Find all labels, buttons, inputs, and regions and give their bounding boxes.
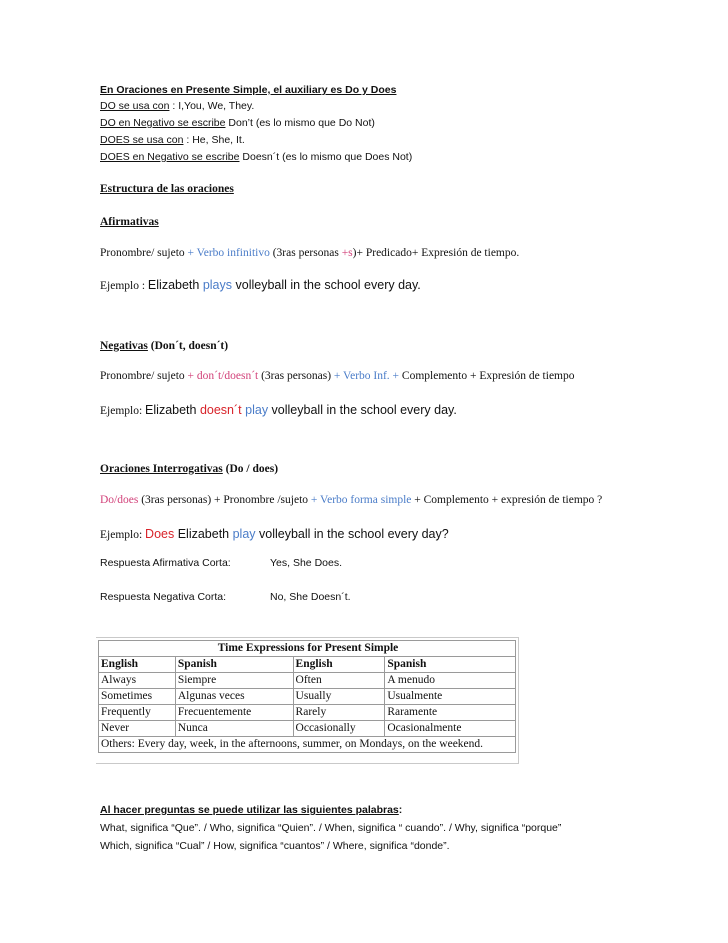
interrogative-heading: Oraciones Interrogativas (100, 463, 223, 475)
do-negative-line (100, 117, 375, 129)
does-usage-text: : He, She, It. (183, 134, 245, 146)
do-usage-text: : I,You, We, They. (169, 100, 255, 112)
table-cell: Siempre (175, 673, 293, 689)
formula-verb: + Verbo Inf. + (333, 370, 400, 382)
question-words-heading-line (100, 804, 402, 816)
negative-heading: Negativas (100, 340, 148, 352)
table-others: Others: Every day, week, in the afternoons, summer, on Mondays, on the weekend. (99, 737, 516, 753)
example-does: Does (145, 527, 175, 541)
affirmative-formula (100, 247, 519, 259)
structure-heading: Estructura de las oraciones (100, 183, 234, 195)
question-words-line-1: What, significa “Que”. / Who, significa “Quien”. / When, significa “ cuando”. / Why, significa “porque” (100, 822, 562, 834)
affirmative-heading: Afirmativas (100, 216, 159, 228)
formula-dont: + don´t/doesn´t (187, 370, 259, 382)
example-verb: play (245, 403, 269, 417)
table-cell: A menudo (385, 673, 516, 689)
table-title-row (99, 641, 516, 657)
time-expressions-table (98, 640, 516, 753)
example-label: Ejemplo : (100, 280, 148, 292)
do-negative-text: Don’t (es lo mismo que Do Not) (225, 117, 375, 129)
negative-heading-line (100, 340, 228, 352)
table-cell: Nunca (175, 721, 293, 737)
does-negative-label: DOES en Negativo se escribe (100, 151, 240, 163)
example-subject: Elizabeth (174, 527, 233, 541)
does-usage-line (100, 134, 245, 146)
formula-subject: Pronombre/ sujeto (100, 247, 188, 259)
formula-subject: (3ras personas) + Pronombre /sujeto (138, 494, 311, 506)
example-rest: volleyball in the school every day. (232, 278, 421, 292)
short-answer-negative-value: No, She Doesn´t. (270, 591, 351, 603)
interrogative-formula (100, 494, 602, 506)
table-cell: Always (99, 673, 176, 689)
interrogative-heading-suffix: (Do / does) (222, 463, 279, 475)
question-words-line-2: Which, significa “Cual” / How, significa “cuantos” / Where, significa “donde”. (100, 840, 450, 852)
formula-third-person: (3ras personas) (258, 370, 334, 382)
formula-verb: + Verbo forma simple (310, 494, 412, 506)
column-header: English (99, 657, 176, 673)
column-header: Spanish (175, 657, 293, 673)
example-label: Ejemplo: (100, 529, 146, 541)
formula-third-person: (3ras personas (269, 247, 342, 259)
affirmative-example (100, 276, 421, 294)
table-header-row (99, 657, 516, 673)
example-subject: Elizabeth (145, 403, 200, 417)
table-cell: Usualmente (385, 689, 516, 705)
short-answer-affirmative-value: Yes, She Does. (270, 557, 342, 569)
table-cell: Frecuentemente (175, 705, 293, 721)
does-usage-label: DOES se usa con (100, 134, 184, 146)
table-row (99, 673, 516, 689)
negative-example (100, 401, 457, 419)
table-title: Time Expressions for Present Simple (99, 641, 516, 657)
formula-rest: )+ Predicado+ Expresión de tiempo. (352, 247, 520, 259)
formula-s-suffix: +s (341, 247, 353, 259)
formula-subject: Pronombre/ sujeto (100, 370, 188, 382)
table-cell: Raramente (385, 705, 516, 721)
do-negative-label: DO en Negativo se escribe (100, 117, 226, 129)
question-words-colon: : (398, 804, 403, 816)
table-cell: Ocasionalmente (385, 721, 516, 737)
interrogative-example (100, 525, 449, 543)
table-cell: Usually (293, 689, 385, 705)
negative-formula (100, 370, 575, 382)
table-row (99, 721, 516, 737)
do-usage-line (100, 100, 254, 112)
column-header: Spanish (385, 657, 516, 673)
example-verb: play (232, 527, 256, 541)
example-subject: Elizabeth (147, 278, 203, 292)
does-negative-line (100, 151, 412, 163)
negative-heading-suffix: (Don´t, doesn´t) (147, 340, 229, 352)
example-rest: volleyball in the school every day? (255, 527, 449, 541)
formula-verb: + Verbo infinitivo (187, 247, 270, 259)
table-cell: Rarely (293, 705, 385, 721)
table-others-row (99, 737, 516, 753)
formula-rest: Complemento + Expresión de tiempo (399, 370, 575, 382)
intro-heading: En Oraciones en Presente Simple, el auxiliary es Do y Does (100, 84, 397, 96)
example-label: Ejemplo: (100, 405, 146, 417)
do-usage-label: DO se usa con (100, 100, 170, 112)
table-cell: Sometimes (99, 689, 176, 705)
table-cell: Never (99, 721, 176, 737)
table-row (99, 705, 516, 721)
interrogative-heading-line (100, 463, 278, 475)
table-cell: Occasionally (293, 721, 385, 737)
does-negative-text: Doesn´t (es lo mismo que Does Not) (239, 151, 413, 163)
table-cell: Frequently (99, 705, 176, 721)
formula-do-does: Do/does (100, 494, 139, 506)
column-header: English (293, 657, 385, 673)
question-words-heading: Al hacer preguntas se puede utilizar las siguientes palabras (100, 804, 399, 816)
example-rest: volleyball in the school every day. (268, 403, 457, 417)
example-verb: plays (202, 278, 233, 292)
short-answer-affirmative-label: Respuesta Afirmativa Corta: (100, 557, 231, 569)
table-cell: Often (293, 673, 385, 689)
formula-rest: + Complemento + expresión de tiempo ? (411, 494, 603, 506)
table-cell: Algunas veces (175, 689, 293, 705)
example-doesnt: doesn´t (199, 403, 242, 417)
table-row (99, 689, 516, 705)
short-answer-negative-label: Respuesta Negativa Corta: (100, 591, 227, 603)
